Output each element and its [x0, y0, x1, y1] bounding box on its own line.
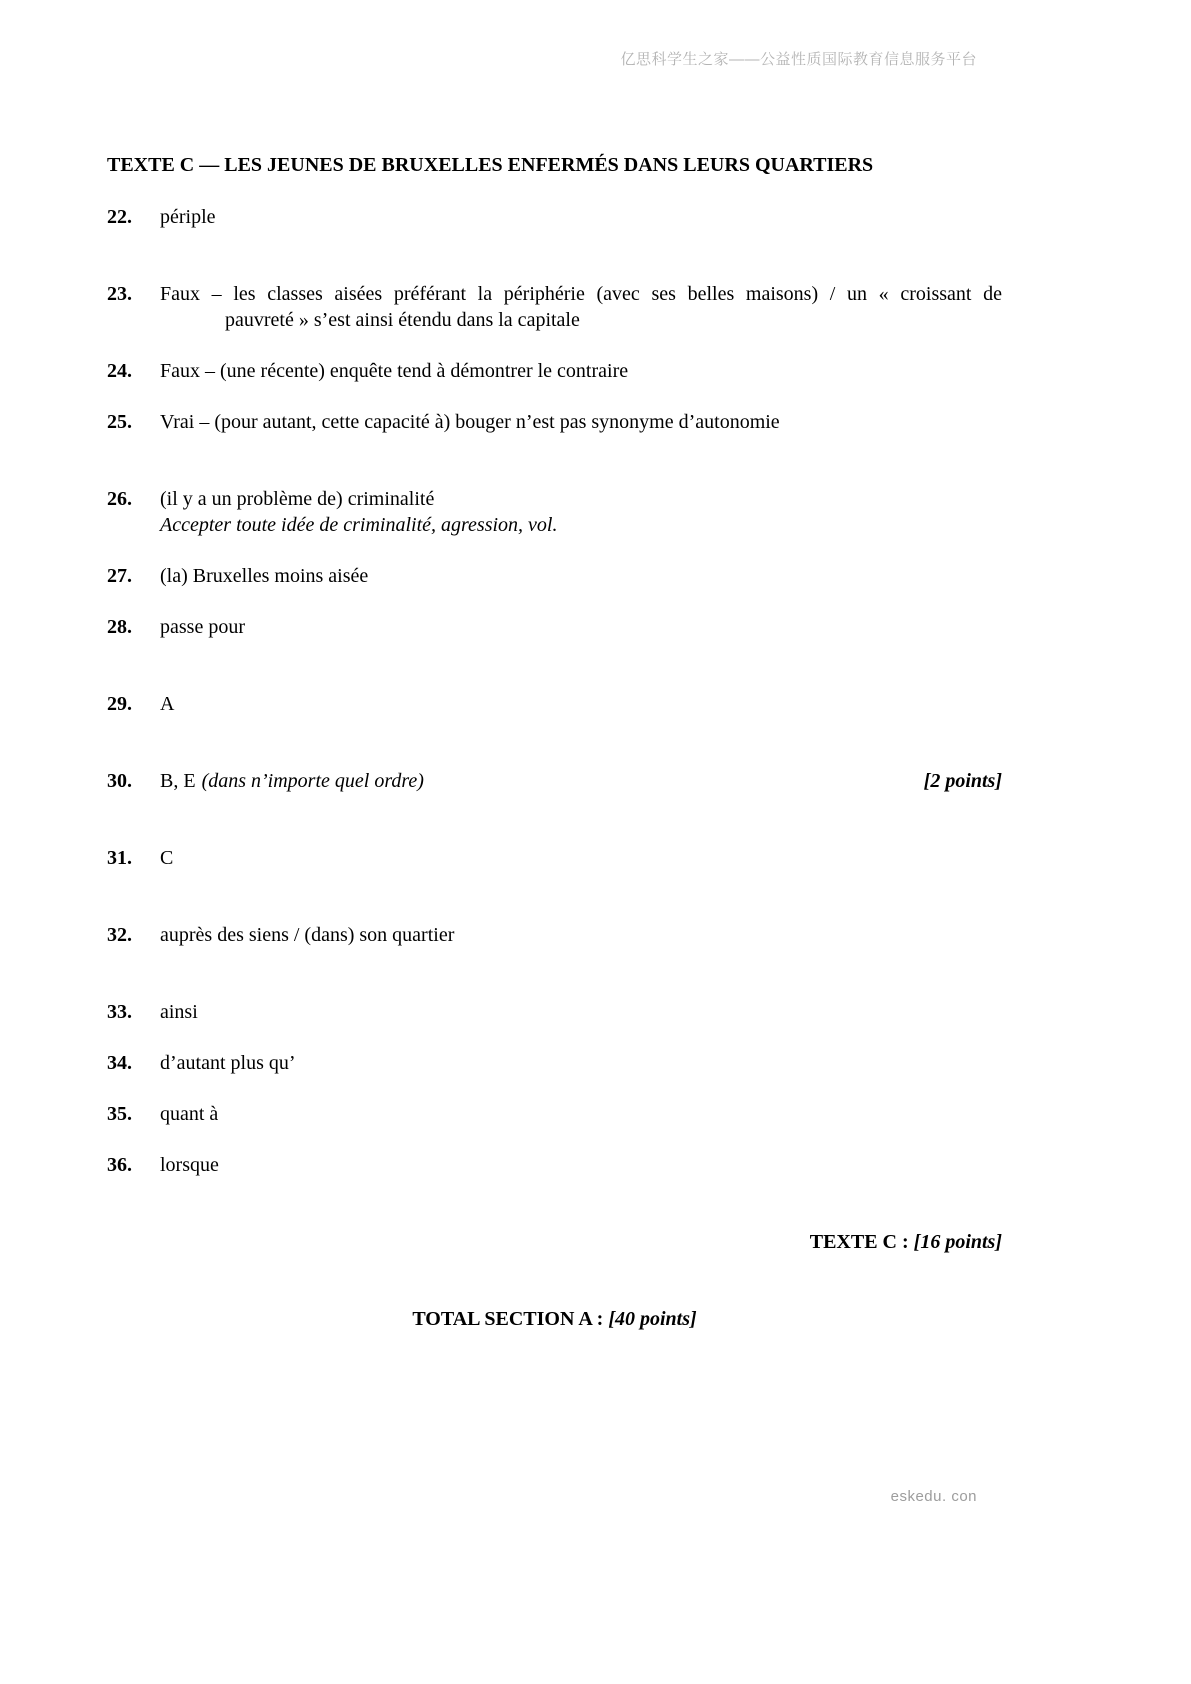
answer-row-29: [107, 691, 1002, 717]
item-number: 24.: [107, 360, 132, 382]
answer-row-25: [107, 409, 1002, 435]
item-number: 28.: [107, 616, 132, 638]
answer-row-35: [107, 1101, 1002, 1127]
item-text: (la) Bruxelles moins aisée: [160, 565, 369, 587]
item-text: Vrai – (pour autant, cette capacité à) bouger n’est pas synonyme d’autonomie: [160, 411, 780, 433]
item-number: 26.: [107, 488, 132, 510]
item-number: 22.: [107, 206, 132, 228]
item-text: ainsi: [160, 1001, 198, 1023]
answer-row-24: [107, 358, 1002, 384]
answer-row-34: [107, 1050, 1002, 1076]
answer-row-26: [107, 486, 1002, 538]
item-text: d’autant plus qu’: [160, 1052, 296, 1074]
section-a-total-label: TOTAL SECTION A :: [412, 1308, 604, 1330]
item-text: auprès des siens / (dans) son quartier: [160, 924, 455, 946]
item-text: A: [160, 693, 175, 715]
item-text: passe pour: [160, 616, 245, 638]
answer-row-30: [107, 768, 1002, 794]
section-a-total: [107, 1306, 1002, 1332]
item-text: quant à: [160, 1103, 219, 1125]
item-number: 36.: [107, 1154, 132, 1176]
item-text: périple: [160, 206, 216, 228]
item-note: Accepter toute idée de criminalité, agression, vol.: [160, 514, 558, 536]
answer-row-31: [107, 845, 1002, 871]
answer-row-28: [107, 614, 1002, 640]
answer-row-33: [107, 999, 1002, 1025]
item-text-continued: pauvreté » s’est ainsi étendu dans la capitale: [225, 309, 580, 331]
answer-row-27: [107, 563, 1002, 589]
item-number: 34.: [107, 1052, 132, 1074]
answer-row-32: [107, 922, 1002, 948]
item-number: 35.: [107, 1103, 132, 1125]
item-number: 32.: [107, 924, 132, 946]
answer-row-22: [107, 204, 1002, 230]
texte-c-total: [107, 1229, 1002, 1255]
answer-row-23: [107, 281, 1002, 333]
section-a-total-points: [40 points]: [608, 1308, 697, 1330]
item-number: 31.: [107, 847, 132, 869]
watermark-header: 亿思科学生之家——公益性质国际教育信息服务平台: [620, 51, 977, 68]
texte-c-total-points: [16 points]: [913, 1231, 1002, 1253]
item-text: B, E: [160, 770, 196, 792]
answer-row-36: [107, 1152, 1002, 1178]
item-number: 30.: [107, 770, 132, 792]
item-points: [2 points]: [923, 770, 1002, 792]
item-inline-note: (dans n’importe quel ordre): [201, 770, 424, 792]
item-text: C: [160, 847, 174, 869]
page-title: TEXTE C — LES JEUNES DE BRUXELLES ENFERMÉS DANS LEURS QUARTIERS: [107, 154, 874, 176]
texte-c-total-label: TEXTE C :: [809, 1231, 909, 1253]
item-text: Faux – (une récente) enquête tend à démontrer le contraire: [160, 360, 629, 382]
item-number: 25.: [107, 411, 132, 433]
item-text: (il y a un problème de) criminalité: [160, 488, 435, 510]
item-number: 23.: [107, 283, 132, 305]
item-text: Faux – les classes aisées préférant la périphérie (avec ses belles maisons) / un « croissant de: [160, 283, 1002, 305]
item-number: 27.: [107, 565, 132, 587]
item-number: 33.: [107, 1001, 132, 1023]
item-number: 29.: [107, 693, 132, 715]
footer-site: eskedu. con: [890, 1488, 977, 1505]
item-text: lorsque: [160, 1154, 219, 1176]
